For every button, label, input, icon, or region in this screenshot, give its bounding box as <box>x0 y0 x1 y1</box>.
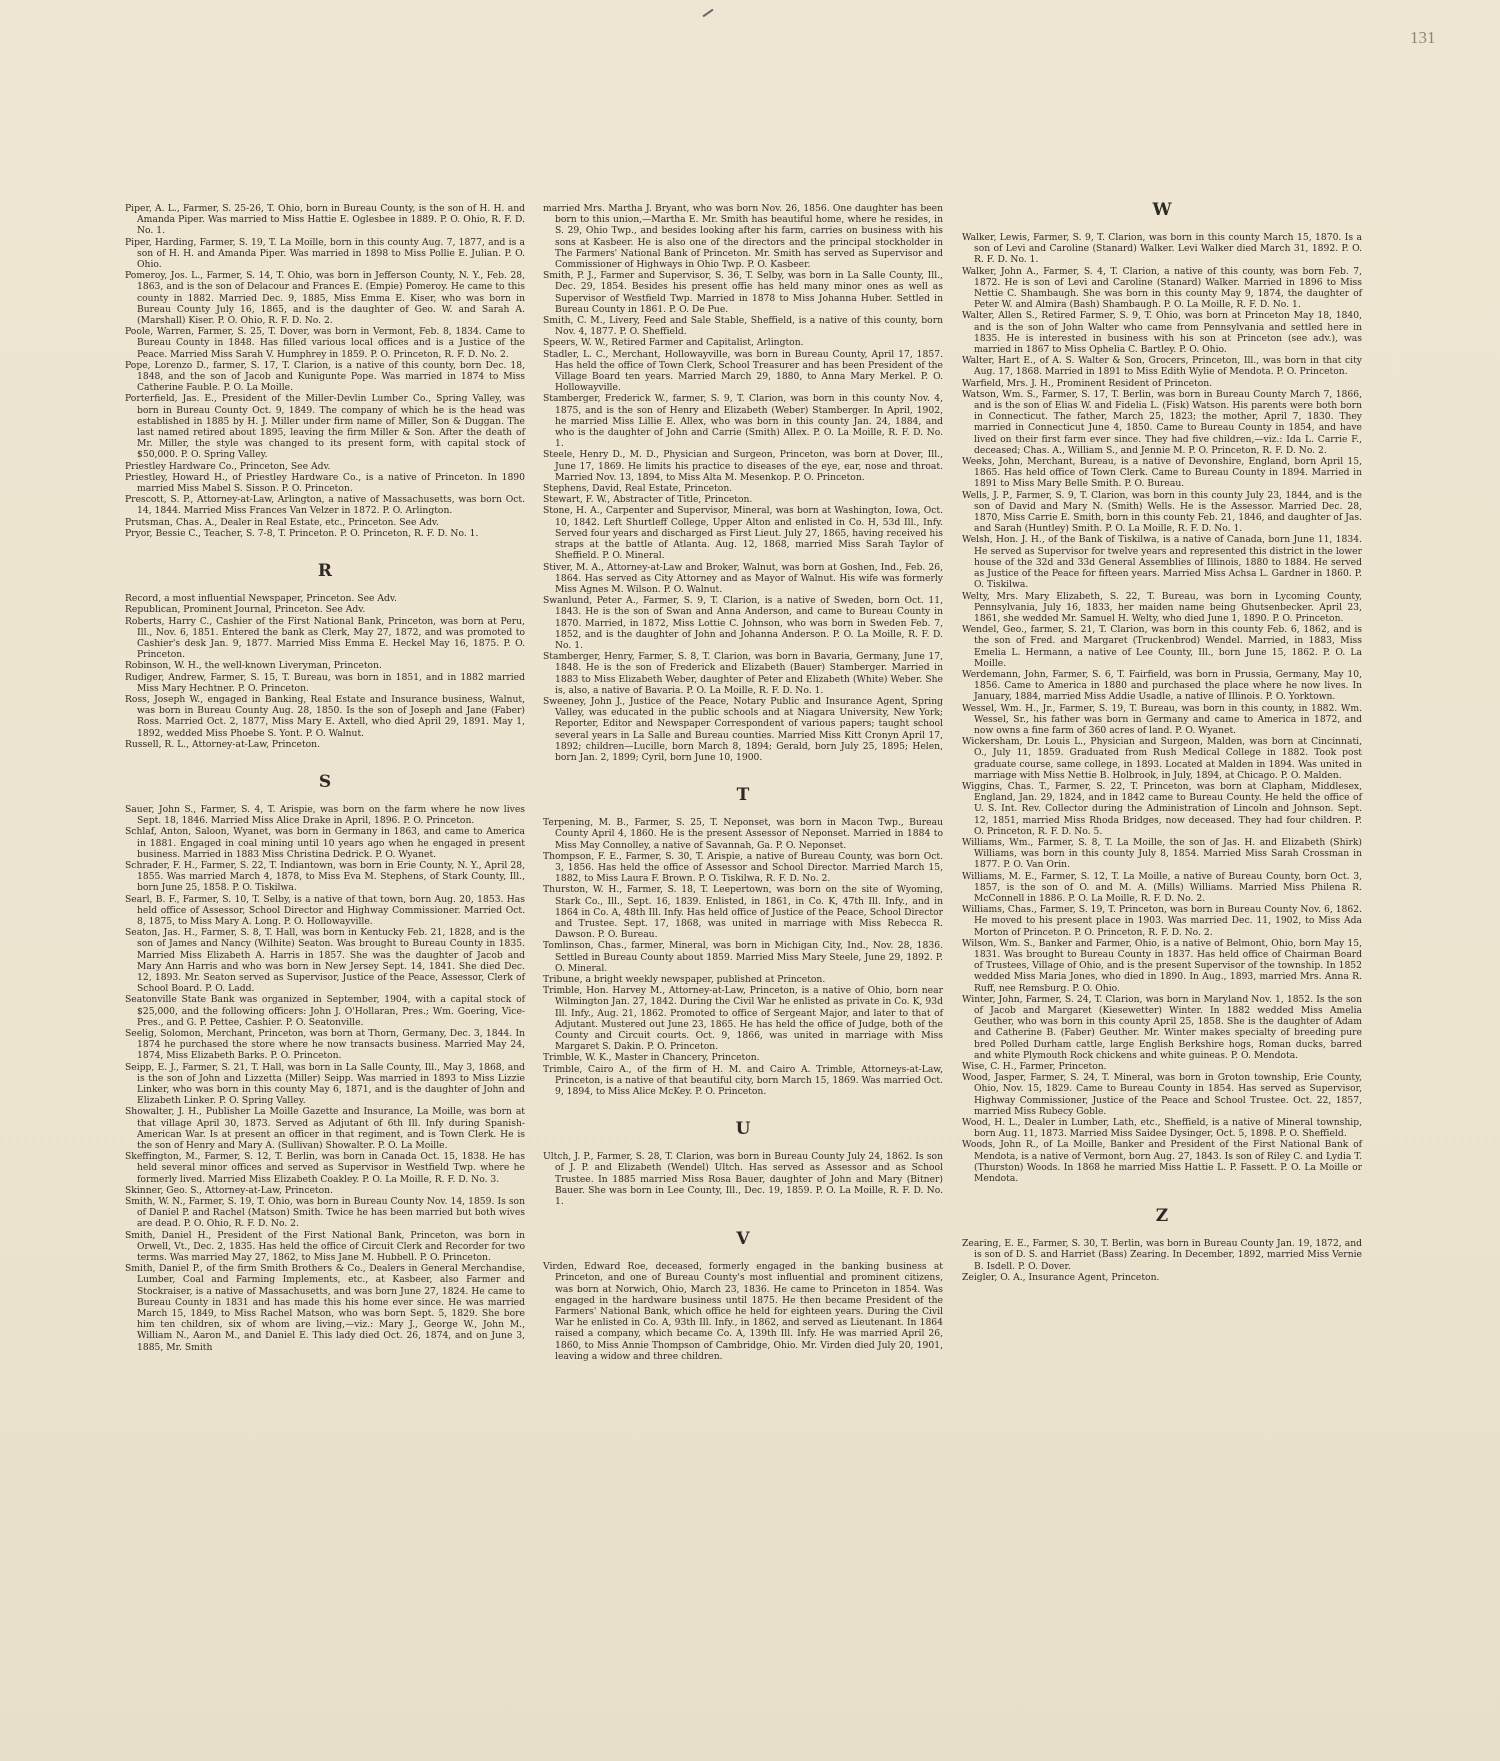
page-number: 131 <box>1410 28 1436 47</box>
directory-entry: Tomlinson, Chas., farmer, Mineral, was born in Michigan City, Ind., Nov. 28, 1836. Settled in Bureau County about 1859. Married Miss Mary Steele, June 29, 1892. P. O. Mineral. <box>543 940 943 974</box>
directory-entry: Priestley Hardware Co., Princeton, See Adv. <box>125 460 331 472</box>
directory-entry: Virden, Edward Roe, deceased, formerly engaged in the banking business at Princeton, and one of Bureau County's most influential and prominent citizens, was born at Norwich, Ohio, March 23, 1836. He came to Princeton in 1854. Was engaged in the hardware business until 1875. He then became President of the Farmers' National Bank, which office he held for eighteen years. During the Civil War he enlisted in Co. A, 93th Ill. Infy., in 1862, and served as Lieutenant. In 1864 raised a company, which became Co. A, 139th Ill. Infy. He was married April 26, 1860, to Miss Annie Thompson of Cambridge, Ohio. Mr. Virden died July 20, 1901, leaving a widow and three children. <box>543 1261 943 1362</box>
section-letter: W <box>1152 200 1172 220</box>
directory-entry: Thompson, F. E., Farmer, S. 30, T. Arispie, a native of Bureau County, was born Oct. 3, 1856. Has held the office of Assessor and School Director. Married March 15, 1882, to Miss Laura F. Brown. P. O. Tiskilwa, R. F. D. No. 2. <box>543 850 943 885</box>
directory-entry: Stewart, F. W., Abstracter of Title, Princeton. <box>543 494 753 506</box>
section-letter: T <box>736 785 750 806</box>
directory-entry: Republican, Prominent Journal, Princeton. See Adv. <box>125 604 366 616</box>
directory-entry: Smith, P. J., Farmer and Supervisor, S. 36, T. Selby, was born in La Salle County, Ill., Dec. 29, 1854. Besides his present offie has held many minor ones as well as Supervisor of Westfield Twp. Married in 1878 to Miss Johanna Huber. Settled in Bureau County in 1861. P. O. De Pue. <box>543 270 943 315</box>
directory-entry: Skeffington, M., Farmer, S. 12, T. Berlin, was born in Canada Oct. 15, 1838. He has held several minor offices and served as Supervisor in Westfield Twp. where he formerly lived. Married Miss Elizabeth Coakley. P. O. La Moille, R. F. D. No. 3. <box>125 1151 525 1185</box>
directory-entry: Roberts, Harry C., Cashier of the First National Bank, Princeton, was born at Peru, Ill., Nov. 6, 1851. Entered the bank as Clerk, May 27, 1872, and was promoted to Cashier's desk Jan. 9, 1877. Married Miss Emma E. Heckel May 16, 1875. P. O. Princeton. <box>125 615 525 661</box>
directory-entry: Seaton, Jas. H., Farmer, S. 8, T. Hall, was born in Kentucky Feb. 21, 1828, and is the son of James and Nancy (Wilhite) Seaton. Was brought to Bureau County in 1835. Married Miss Elizabeth A. Harris in 1857. She was the daughter of Jacob and Mary Ann Harris and who was born in New Jersey Sept. 14, 1841. She died Dec. 12, 1893. Mr. Seaton served as Supervisor, Justice of the Peace, Assessor, Clerk of School Board. P. O. Ladd. <box>125 927 525 995</box>
directory-entry: Prescott, S. P., Attorney-at-Law, Arlington, a native of Massachusetts, was born Oct. 14, 1844. Married Miss Frances Van Velzer in 1872. P. O. Arlington. <box>125 494 525 517</box>
directory-entry: married Mrs. Martha J. Bryant, who was born Nov. 26, 1856. One daughter has been born to this union,—Martha E. Mr. Smith has beautiful home, where he resides, in S. 29, Ohio Twp., and besides looking after his farm, carries on business with his sons at Kasbeer. He is also one of the directors and the principal stockholder in The Farmers' National Bank of Princeton. Mr. Smith has served as Supervisor and Commissioner of Highways in Ohio Twp. P. O. Kasbeer. <box>543 203 943 271</box>
directory-entry: Searl, B. F., Farmer, S. 10, T. Selby, is a native of that town, born Aug. 20, 1853. Has held office of Assessor, School Director and Highway Commissioner. Married Oct. 8, 1875, to Miss Mary A. Long. P. O. Hollowayville. <box>125 893 525 927</box>
directory-entry: Prutsman, Chas. A., Dealer in Real Estate, etc., Princeton. See Adv. <box>125 516 439 528</box>
directory-entry: Poole, Warren, Farmer, S. 25, T. Dover, was born in Vermont, Feb. 8, 1834. Came to Bureau County in 1848. Has filled various local offices and is a Justice of the Peace. Married Miss Sarah V. Humphrey in 1859. P. O. Princeton, R. F. D. No. 2. <box>125 326 525 360</box>
directory-entry: Wells, J. P., Farmer, S. 9, T. Clarion, was born in this county July 23, 1844, and is the son of David and Mary N. (Smith) Wells. He is the Assessor. Married Dec. 28, 1870, Miss Carrie E. Smith, born in this county Feb. 21, 1846, and daughter of Jas. and Sarah (Huntley) Smith. P. O. La Moille, R. F. D. No. 1. <box>962 489 1362 535</box>
directory-entry: Pope, Lorenzo D., farmer, S. 17, T. Clarion, is a native of this county, born Dec. 18, 1848, and the son of Jacob and Kunigunte Pope. Was married in 1874 to Miss Catherine Fauble. P. O. La Moille. <box>125 359 525 394</box>
directory-entry: Trimble, W. K., Master in Chancery, Princeton. <box>543 1052 760 1064</box>
column-middle <box>543 203 943 1362</box>
directory-entry: Trimble, Cairo A., of the firm of H. M. and Cairo A. Trimble, Attorneys-at-Law, Princeton, is a native of that beautiful city, born March 15, 1869. Was married Oct. 9, 1894, to Miss Alice McKey. P. O. Princeton. <box>543 1063 943 1098</box>
directory-entry: Stone, H. A., Carpenter and Supervisor, Mineral, was born at Washington, Iowa, Oct. 10, 1842. Left Shurtleff College, Upper Alton and enlisted in Co. H, 53d Ill., Infy. Served four years and discharged as First Lieut. July 27, 1865, having received his straps at the battle of Atlanta. Aug. 12, 1868, married Miss Sarah Taylor of Sheffield. P. O. Mineral. <box>543 505 943 562</box>
directory-entry: Smith, W. N., Farmer, S. 19, T. Ohio, was born in Bureau County Nov. 14, 1859. Is son of Daniel P. and Rachel (Matson) Smith. Twice he has been married but both wives are dead. P. O. Ohio, R. F. D. No. 2. <box>125 1196 525 1230</box>
directory-entry: Piper, Harding, Farmer, S. 19, T. La Moille, born in this county Aug. 7, 1877, and is a son of H. H. and Amanda Piper. Was married in 1898 to Miss Pollie E. Julian. P. O. Ohio. <box>125 236 525 271</box>
directory-entry: Stamberger, Henry, Farmer, S. 8, T. Clarion, was born in Bavaria, Germany, June 17, 1848. He is the son of Frederick and Elizabeth (Bauer) Stamberger. Married in 1883 to Miss Elizabeth Weber, daughter of Peter and Elizabeth (White) Weber. She is, also, a native of Bavaria. P. O. La Moille, R. F. D. No. 1. <box>543 651 943 696</box>
directory-entry: Woods, John R., of La Moille, Banker and President of the First National Bank of Mendota, is a native of Vermont, born Aug. 27, 1843. Is son of Riley C. and Lydia T. (Thurston) Woods. In 1868 he married Miss Hattie L. P. Fassett. P. O. La Moille or Mendota. <box>962 1139 1362 1185</box>
directory-entry: Schrader, F. H., Farmer, S. 22, T. Indiantown, was born in Erie County, N. Y., April 28, 1855. Was married March 4, 1878, to Miss Eva M. Stephens, of Stark County, Ill., born June 25, 1858. P. O. Tiskilwa. <box>125 859 525 894</box>
directory-entry: Welty, Mrs. Mary Elizabeth, S. 22, T. Bureau, was born in Lycoming County, Pennsylvania, July 16, 1833, her maiden name being Ghutsenbecker. April 23, 1861, she wedded Mr. Samuel H. Welty, who died June 1, 1890. P. O. Princeton. <box>962 590 1362 624</box>
directory-entry: Piper, A. L., Farmer, S. 25-26, T. Ohio, born in Bureau County, is the son of H. H. and Amanda Piper. Was married to Miss Hattie E. Oglesbee in 1889. P. O. Ohio, R. F. D. No. 1. <box>125 203 525 237</box>
directory-entry: Williams, Chas., Farmer, S. 19, T. Princeton, was born in Bureau County Nov. 6, 1862. He moved to his present place in 1903. Was married Dec. 11, 1902, to Miss Ada Morton of Princeton. P. O. Princeton, R. F. D. No. 2. <box>962 904 1362 938</box>
directory-entry: Walker, John A., Farmer, S. 4, T. Clarion, a native of this county, was born Feb. 7, 1872. He is son of Levi and Caroline (Stanard) Walker. Married in 1896 to Miss Nettie C. Shambaugh. She was born in this county May 9, 1874, the daughter of Peter W. and Almira (Bash) Shambaugh. P. O. La Moille, R. F. D. No. 1. <box>962 265 1362 311</box>
directory-entry: Robinson, W. H., the well-known Liveryman, Princeton. <box>125 660 382 672</box>
directory-entry: Wise, C. H., Farmer, Princeton. <box>962 1061 1107 1073</box>
directory-entry: Walter, Allen S., Retired Farmer, S. 9, T. Ohio, was born at Princeton May 18, 1840, and is the son of John Walter who came from Pennsylvania and settled here in 1835. He is interested in business with his son at Princeton (see adv.), was married in 1867 to Miss Ophelia C. Bartley. P. O. Ohio. <box>962 310 1362 356</box>
directory-entry: Pomeroy, Jos. L., Farmer, S. 14, T. Ohio, was born in Jefferson County, N. Y., Feb. 28, 1863, and is the son of Delacour and Frances E. (Empie) Pomeroy. He came to this county in 1882. Married Dec. 9, 1885, Miss Emma E. Kiser, who was born in Bureau County July 16, 1865, and is the daughter of Geo. W. and Sarah A. (Marshall) Kiser. P. O. Ohio, R. F. D. No. 2. <box>125 270 525 327</box>
directory-entry: Tribune, a bright weekly newspaper, published at Princeton. <box>543 974 826 985</box>
directory-entry: Porterfield, Jas. E., President of the Miller-Devlin Lumber Co., Spring Valley, was born in Bureau County Oct. 9, 1849. The company of which he is the head was established in 1885 by H. J. Miller under firm name of Miller, Son & Duggan. The last named retired about 1895, leaving the firm Miller & Son. After the death of Mr. Miller, the style was changed to its present form, with capital stock of $50,000. P. O. Spring Valley. <box>125 393 525 461</box>
directory-entry: Seatonville State Bank was organized in September, 1904, with a capital stock of $25,000, and the following officers: John J. O'Hollaran, Pres.; Wm. Goering, Vice-Pres., and G. P. Pettee, Cashier. P. O. Seatonville. <box>125 994 525 1028</box>
directory-entry: Wilson, Wm. S., Banker and Farmer, Ohio, is a native of Belmont, Ohio, born May 15, 1831. Was brought to Bureau County in 1837. Has held office of Chairman Board of Trustees, Village of Ohio, and is the present Supervisor of the township. In 1852 wedded Miss Maria Jones, who died in 1890. In Aug., 1893, married Mrs. Anna R. Ruff, nee Remsburg. P. O. Ohio. <box>962 937 1362 994</box>
directory-entry: Zearing, E. E., Farmer, S. 30, T. Berlin, was born in Bureau County Jan. 19, 1872, and is son of D. S. and Harriet (Bass) Zearing. In December, 1892, married Miss Vernie B. Isdell. P. O. Dover. <box>962 1238 1362 1272</box>
section-letter: Z <box>1155 1206 1169 1227</box>
directory-entry: Seipp, E. J., Farmer, S. 21, T. Hall, was born in La Salle County, Ill., May 3, 1868, and is the son of John and Lizzetta (Miller) Seipp. Was married in 1893 to Miss Lizzie Linker, who was born in this county May 6, 1871, and is the daughter of John and Elizabeth Linker. P. O. Spring Valley. <box>125 1061 525 1107</box>
directory-entry: Warfield, Mrs. J. H., Prominent Resident of Princeton. <box>962 377 1213 389</box>
directory-entry: Steele, Henry D., M. D., Physician and Surgeon, Princeton, was born at Dover, Ill., June 17, 1869. He limits his practice to diseases of the eye, ear, nose and throat. Married Nov. 13, 1894, to Miss Alta M. Mesenkop. P. O. Princeton. <box>543 449 943 483</box>
directory-entry: Winter, John, Farmer, S. 24, T. Clarion, was born in Maryland Nov. 1, 1852. Is the son of Jacob and Margaret (Kiesewetter) Winter. In 1882 wedded Miss Amelia Geuther, who was born in this county April 25, 1858. She is the daughter of Adam and Catherine B. (Faber) Geuther. Mr. Winter makes specialty of breeding pure bred Polled Durham cattle, large English Berkshire hogs, Roman ducks, barred and white Plymouth Rock chickens and white guineas. P. O. Mendota. <box>962 993 1362 1061</box>
directory-entry: Williams, M. E., Farmer, S. 12, T. La Moille, a native of Bureau County, born Oct. 3, 1857, is the son of O. and M. A. (Mills) Williams. Married Miss Philena R. McConnell in 1886. P. O. La Moille, R. F. D. No. 2. <box>962 870 1362 904</box>
section-letter: R <box>317 561 333 582</box>
directory-entry: Rudiger, Andrew, Farmer, S. 15, T. Bureau, was born in 1851, and in 1882 married Miss Mary Hechtner. P. O. Princeton. <box>125 671 525 694</box>
pencil-mark <box>703 9 714 18</box>
directory-entry: Stadler, L. C., Merchant, Hollowayville, was born in Bureau County, April 17, 1857. Has held the office of Town Clerk, School Treasurer and has been President of the Village Board ten years. Married March 29, 1880, to Anna Mary Merkel. P. O. Hollowayville. <box>543 348 943 394</box>
directory-entry: Seelig, Solomon, Merchant, Princeton, was born at Thorn, Germany, Dec. 3, 1844. In 1874 he purchased the store where he now transacts business. Married May 24, 1874, Miss Elizabeth Barks. P. O. Princeton. <box>125 1028 525 1062</box>
directory-entry: Russell, R. L., Attorney-at-Law, Princeton. <box>125 738 321 750</box>
directory-entry: Showalter, J. H., Publisher La Moille Gazette and Insurance, La Moille, was born at that village April 30, 1873. Served as Adjutant of 6th Ill. Infy during Spanish-American War. Is at present an officer in that regiment, and is Town Clerk. He is the son of Henry and Mary A. (Sullivan) Showalter. P. O. La Moille. <box>125 1106 525 1152</box>
directory-entry: Stiver, M. A., Attorney-at-Law and Broker, Walnut, was born at Goshen, Ind., Feb. 26, 1864. Has served as City Attorney and as Mayor of Walnut. His wife was formerly Miss Agnes M. Wilson. P. O. Walnut. <box>543 561 943 595</box>
directory-entry: Skinner, Geo. S., Attorney-at-Law, Princeton. <box>125 1184 333 1196</box>
directory-entry: Wendel, Geo., farmer, S. 21, T. Clarion, was born in this county Feb. 6, 1862, and is the son of Fred. and Margaret (Truckenbrod) Wendel. Married, in 1883, Miss Emelia L. Hermann, a native of Lee County, Ill., born June 15, 1862. P. O. La Moille. <box>962 624 1362 669</box>
directory-entry: Wessel, Wm. H., Jr., Farmer, S. 19, T. Bureau, was born in this county, in 1882. Wm. Wessel, Sr., his father was born in Germany and came to America in 1872, and now owns a fine farm of 360 acres of land. P. O. Wyanet. <box>962 702 1362 736</box>
directory-entry: Wood, Jasper, Farmer, S. 24, T. Mineral, was born in Groton township, Erie County, Ohio, Nov. 15, 1829. Came to Bureau County in 1854. Has served as Supervisor, Highway Commissioner, Justice of the Peace and School Trustee. Oct. 22, 1857, married Miss Rubecy Goble. <box>962 1072 1362 1117</box>
directory-entry: Thurston, W. H., Farmer, S. 18, T. Leepertown, was born on the site of Wyoming, Stark Co., Ill., Sept. 16, 1839. Enlisted, in 1861, in Co. K, 47th Ill. Infy., and in 1864 in Co. A, 48th Ill. Infy. Has held office of Justice of the Peace, School Director and Trustee. Sept. 17, 1868, was united in marriage with Miss Rebecca R. Dawson. P. O. Bureau. <box>543 884 943 941</box>
directory-entry: Wood, H. L., Dealer in Lumber, Lath, etc., Sheffield, is a native of Mineral township, born Aug. 11, 1873. Married Miss Saidee Dysinger, Oct. 5, 1898. P. O. Sheffield. <box>962 1117 1362 1140</box>
section-letter: U <box>735 1119 751 1140</box>
directory-entry: Zeigler, O. A., Insurance Agent, Princeton. <box>962 1271 1160 1283</box>
directory-entry: Wickersham, Dr. Louis L., Physician and Surgeon, Malden, was born at Cincinnati, O., July 11, 1859. Graduated from Rush Medical College in 1882. Took post graduate course, same college, in 1893. Located at Malden in 1894. Was united in marriage with Miss Nettie B. Holbrook, in July, 1894, at Chicago. P. O. Malden. <box>962 736 1362 781</box>
directory-entry: Smith, Daniel H., President of the First National Bank, Princeton, was born in Orwell, Vt., Dec. 2, 1835. Has held the office of Circuit Clerk and Recorder for two terms. Was married May 27, 1862, to Miss Jane M. Hubbell. P. O. Princeton. <box>125 1229 525 1264</box>
directory-entry: Ross, Joseph W., engaged in Banking, Real Estate and Insurance business, Walnut, was born in Bureau County Aug. 28, 1850. Is the son of Joseph and Jane (Faber) Ross. Married Oct. 2, 1877, Miss Mary E. Axtell, who died April 29, 1891. May 1, 1892, wedded Miss Phoebe S. Yont. P. O. Walnut. <box>125 693 525 739</box>
directory-entry: Trimble, Hon. Harvey M., Attorney-at-Law, Princeton, is a native of Ohio, born near Wilmington Jan. 27, 1842. During the Civil War he enlisted as private in Co. K, 93d Ill. Infy., Aug. 21, 1862. Promoted to office of Sergeant Major, and later to that of Adjutant. Mustered out June 23, 1865. He has held the office of Judge, both of the County and Circuit courts. Oct. 9, 1866, was united in marriage with Miss Margaret S. Dakin. P. O. Princeton. <box>543 985 943 1053</box>
directory-entry: Werdemann, John, Farmer, S. 6, T. Fairfield, was born in Prussia, Germany, May 10, 1856. Came to America in 1880 and purchased the place where he now lives. In January, 1884, married Miss Addie Usadle, a native of Illinois. P. O. Yorktown. <box>962 668 1362 703</box>
directory-entry: Welsh, Hon. J. H., of the Bank of Tiskilwa, is a native of Canada, born June 11, 1834. He served as Supervisor for twelve years and represented this district in the lower house of the 32d and 33d General Assemblies of Illinois, 1880 to 1884. He served as Justice of the Peace for fifteen years. Married Miss Achsa L. Gardner in 1860. P. O. Tiskilwa. <box>962 534 1362 591</box>
directory-entry: Smith, Daniel P., of the firm Smith Brothers & Co., Dealers in General Merchandise, Lumber, Coal and Farming Implements, etc., at Kasbeer, also Farmer and Stockraiser, is a native of Massachusetts, and was born June 27, 1824. He came to Bureau County in 1831 and has made this his home ever since. He was married March 15, 1849, to Miss Rachel Matson, who was born Sept. 5, 1829. She bore him ten children, six of whom are living,—viz.: Mary J., George W., John M., William N., Aaron M., and Daniel E. This lady died Oct. 26, 1874, and on June 3, 1885, Mr. Smith <box>125 1263 525 1353</box>
directory-entry: Record, a most influential Newspaper, Princeton. See Adv. <box>125 593 397 605</box>
directory-entry: Schlaf, Anton, Saloon, Wyanet, was born in Germany in 1863, and came to America in 1881. Engaged in coal mining until 10 years ago when he engaged in present business. Married in 1883 Miss Christina Dedrick. P. O. Wyanet. <box>125 826 525 860</box>
directory-entry: Sweeney, John J., Justice of the Peace, Notary Public and Insurance Agent, Spring Valley, was educated in the public schools and at Niagara University, New York; Reporter, Editor and Newspaper Correspondent of various papers; taught school several years in La Salle and Bureau counties. Married Miss Kitt Cronyn April 17, 1892; children—Lucille, born March 8, 1894; Gerald, born July 25, 1895; Helen, born Jan. 2, 1899; Cyril, born June 10, 1900. <box>543 695 943 763</box>
column-left <box>125 203 525 1353</box>
directory-entry: Pryor, Bessie C., Teacher, S. 7-8, T. Princeton. P. O. Princeton, R. F. D. No. 1. <box>125 527 479 539</box>
column-right <box>962 200 1362 1283</box>
directory-entry: Swanlund, Peter A., Farmer, S. 9, T. Clarion, is a native of Sweden, born Oct. 11, 1843. He is the son of Swan and Anna Anderson, and came to Bureau County in 1870. Married, in 1872, Miss Lottie C. Johnson, who was born in Sweden Feb. 7, 1852, and is the daughter of John and Johanna Anderson. P. O. La Moille, R. F. D. No. 1. <box>543 595 943 651</box>
directory-entry: Smith, C. M., Livery, Feed and Sale Stable, Sheffield, is a native of this county, born Nov. 4, 1877. P. O. Sheffield. <box>543 315 943 338</box>
directory-entry: Williams, Wm., Farmer, S. 8, T. La Moille, the son of Jas. H. and Elizabeth (Shirk) Williams, was born in this county July 8, 1854. Married Miss Sarah Crossman in 1877. P. O. Van Orin. <box>962 836 1362 871</box>
directory-entry: Speers, W. W., Retired Farmer and Capitalist, Arlington. <box>543 337 804 349</box>
directory-entry: Terpening, M. B., Farmer, S. 25, T. Neponset, was born in Macon Twp., Bureau County April 4, 1860. He is the present Assessor of Neponset. Married in 1884 to Miss May Connolley, a native of Savannah, Ga. P. O. Neponset. <box>543 817 943 851</box>
directory-entry: Walker, Lewis, Farmer, S. 9, T. Clarion, was born in this county March 15, 1870. Is a son of Levi and Caroline (Stanard) Walker. Levi Walker died March 31, 1892. P. O. R. F. D. No. 1. <box>962 232 1362 266</box>
directory-entry: Wiggins, Chas. T., Farmer, S. 22, T. Princeton, was born at Clapham, Middlesex, England, Jan. 29, 1824, and in 1842 came to Bureau County. He held the office of U. S. Int. Rev. Collector during the Administration of Lincoln and Johnson. Sept. 12, 1851, married Miss Rhoda Bridges, now deceased. They had four children. P. O. Princeton, R. F. D. No. 5. <box>962 780 1362 837</box>
directory-entry: Ultch, J. P., Farmer, S. 28, T. Clarion, was born in Bureau County July 24, 1862. Is son of J. P. and Elizabeth (Wendel) Ultch. Has served as Assessor and as School Trustee. In 1885 married Miss Rosa Bauer, daughter of John and Mary (Bitner) Bauer. She was born in Lee County, Ill., Dec. 19, 1859. P. O. La Moille, R. F. D. No. 1. <box>543 1151 943 1208</box>
section-letter: S <box>318 771 332 792</box>
directory-entry: Priestley, Howard H., of Priestley Hardware Co., is a native of Princeton. In 1890 married Miss Mabel S. Sisson. P. O. Princeton. <box>125 471 525 495</box>
directory-entry: Sauer, John S., Farmer, S. 4, T. Arispie, was born on the farm where he now lives Sept. 18, 1846. Married Miss Alice Drake in April, 1896. P. O. Princeton. <box>125 803 525 827</box>
directory-entry: Stamberger, Frederick W., farmer, S. 9, T. Clarion, was born in this county Nov. 4, 1875, and is the son of Henry and Elizabeth (Weber) Stamberger. In April, 1902, he married Miss Lillie E. Allex, who was born in this county Jan. 24, 1884, and who is the daughter of John and Carrie (Smith) Allex. P. O. La Moille, R. F. D. No. 1. <box>543 393 943 450</box>
section-letter: V <box>736 1229 750 1250</box>
directory-entry: Stephens, David, Real Estate, Princeton. <box>543 483 733 495</box>
directory-entry: Walter, Hart E., of A. S. Walter & Son, Grocers, Princeton, Ill., was born in that city Aug. 17, 1868. Married in 1891 to Miss Edith Wylie of Mendota. P. O. Princeton. <box>962 355 1362 378</box>
directory-entry: Weeks, John, Merchant, Bureau, is a native of Devonshire, England, born April 15, 1865. Has held office of Town Clerk. Came to Bureau County in 1894. Married in 1891 to Miss Mary Belle Smith. P. O. Bureau. <box>962 456 1362 490</box>
directory-entry: Watson, Wm. S., Farmer, S. 17, T. Berlin, was born in Bureau County March 7, 1866, and is the son of Elias W. and Fidelia L. (Fisk) Watson. His parents were both born in Connecticut. The father, March 25, 1823; the mother, April 7, 1830. They married in Connecticut June 4, 1850. Came to Bureau County in 1854, and have lived on their first farm ever since. They had five children,—viz.: Ida L. Carrie F., deceased; Chas. A., William S., and Jennie M. P. O. Princeton, R. F. D. No. 2. <box>962 388 1362 456</box>
